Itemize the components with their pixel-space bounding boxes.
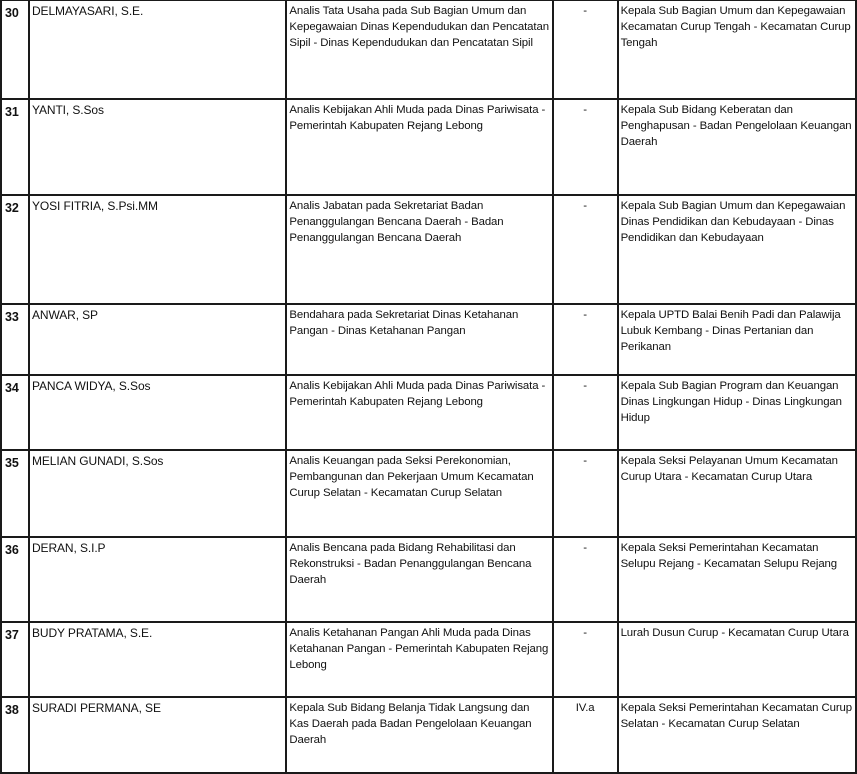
employee-name: BUDY PRATAMA, S.E. <box>29 622 286 697</box>
row-number: 38 <box>1 697 29 773</box>
rank-grade: IV.a <box>553 697 618 773</box>
employee-name: SURADI PERMANA, SE <box>29 697 286 773</box>
rank-grade: - <box>553 0 618 99</box>
row-number: 35 <box>1 450 29 537</box>
row-number: 32 <box>1 195 29 304</box>
row-number: 31 <box>1 99 29 195</box>
previous-position: Kepala Sub Bidang Belanja Tidak Langsung dan Kas Daerah pada Badan Pengelolaan Keuangan Daerah <box>286 697 552 773</box>
rank-grade: - <box>553 450 618 537</box>
rank-grade: - <box>553 195 618 304</box>
table-row <box>1 375 856 450</box>
rank-grade: - <box>553 375 618 450</box>
employee-name: PANCA WIDYA, S.Sos <box>29 375 286 450</box>
rank-grade: - <box>553 622 618 697</box>
employee-name: DERAN, S.I.P <box>29 537 286 622</box>
new-position: Kepala Sub Bagian Umum dan Kepegawaian Dinas Pendidikan dan Kebudayaan - Dinas Pendidikan dan Kebudayaan <box>618 195 856 304</box>
row-number: 37 <box>1 622 29 697</box>
table-row <box>1 195 856 304</box>
new-position: Kepala Seksi Pemerintahan Kecamatan Curup Selatan - Kecamatan Curup Selatan <box>618 697 856 773</box>
employee-name: YANTI, S.Sos <box>29 99 286 195</box>
previous-position: Analis Keuangan pada Seksi Perekonomian, Pembangunan dan Pekerjaan Umum Kecamatan Curup Selatan - Kecamatan Curup Selatan <box>286 450 552 537</box>
rank-grade: - <box>553 99 618 195</box>
rank-grade: - <box>553 537 618 622</box>
new-position: Kepala UPTD Balai Benih Padi dan Palawija Lubuk Kembang - Dinas Pertanian dan Perikanan <box>618 304 856 375</box>
row-number: 33 <box>1 304 29 375</box>
employee-name: MELIAN GUNADI, S.Sos <box>29 450 286 537</box>
previous-position: Analis Kebijakan Ahli Muda pada Dinas Pariwisata - Pemerintah Kabupaten Rejang Lebong <box>286 99 552 195</box>
previous-position: Analis Ketahanan Pangan Ahli Muda pada Dinas Ketahanan Pangan - Pemerintah Kabupaten Rejang Lebong <box>286 622 552 697</box>
previous-position: Bendahara pada Sekretariat Dinas Ketahanan Pangan - Dinas Ketahanan Pangan <box>286 304 552 375</box>
previous-position: Analis Kebijakan Ahli Muda pada Dinas Pariwisata - Pemerintah Kabupaten Rejang Lebong <box>286 375 552 450</box>
new-position: Kepala Sub Bagian Umum dan Kepegawaian Kecamatan Curup Tengah - Kecamatan Curup Tengah <box>618 0 856 99</box>
employee-name: YOSI FITRIA, S.Psi.MM <box>29 195 286 304</box>
new-position: Kepala Seksi Pemerintahan Kecamatan Selupu Rejang - Kecamatan Selupu Rejang <box>618 537 856 622</box>
table-body <box>1 0 856 773</box>
new-position: Kepala Seksi Pelayanan Umum Kecamatan Curup Utara - Kecamatan Curup Utara <box>618 450 856 537</box>
table-row <box>1 622 856 697</box>
employee-name: ANWAR, SP <box>29 304 286 375</box>
employee-name: DELMAYASARI, S.E. <box>29 0 286 99</box>
new-position: Lurah Dusun Curup - Kecamatan Curup Utara <box>618 622 856 697</box>
new-position: Kepala Sub Bagian Program dan Keuangan Dinas Lingkungan Hidup - Dinas Lingkungan Hidup <box>618 375 856 450</box>
table-row <box>1 537 856 622</box>
table-row <box>1 304 856 375</box>
table-row <box>1 99 856 195</box>
row-number: 36 <box>1 537 29 622</box>
row-number: 30 <box>1 0 29 99</box>
table-row <box>1 450 856 537</box>
table-row <box>1 0 856 99</box>
table-row <box>1 697 856 773</box>
new-position: Kepala Sub Bidang Keberatan dan Penghapusan - Badan Pengelolaan Keuangan Daerah <box>618 99 856 195</box>
previous-position: Analis Jabatan pada Sekretariat Badan Penanggulangan Bencana Daerah - Badan Penanggulangan Bencana Daerah <box>286 195 552 304</box>
previous-position: Analis Bencana pada Bidang Rehabilitasi dan Rekonstruksi - Badan Penanggulangan Bencana Daerah <box>286 537 552 622</box>
previous-position: Analis Tata Usaha pada Sub Bagian Umum dan Kepegawaian Dinas Kependudukan dan Pencatatan Sipil - Dinas Kependudukan dan Pencatatan Sipil <box>286 0 552 99</box>
rank-grade: - <box>553 304 618 375</box>
row-number: 34 <box>1 375 29 450</box>
